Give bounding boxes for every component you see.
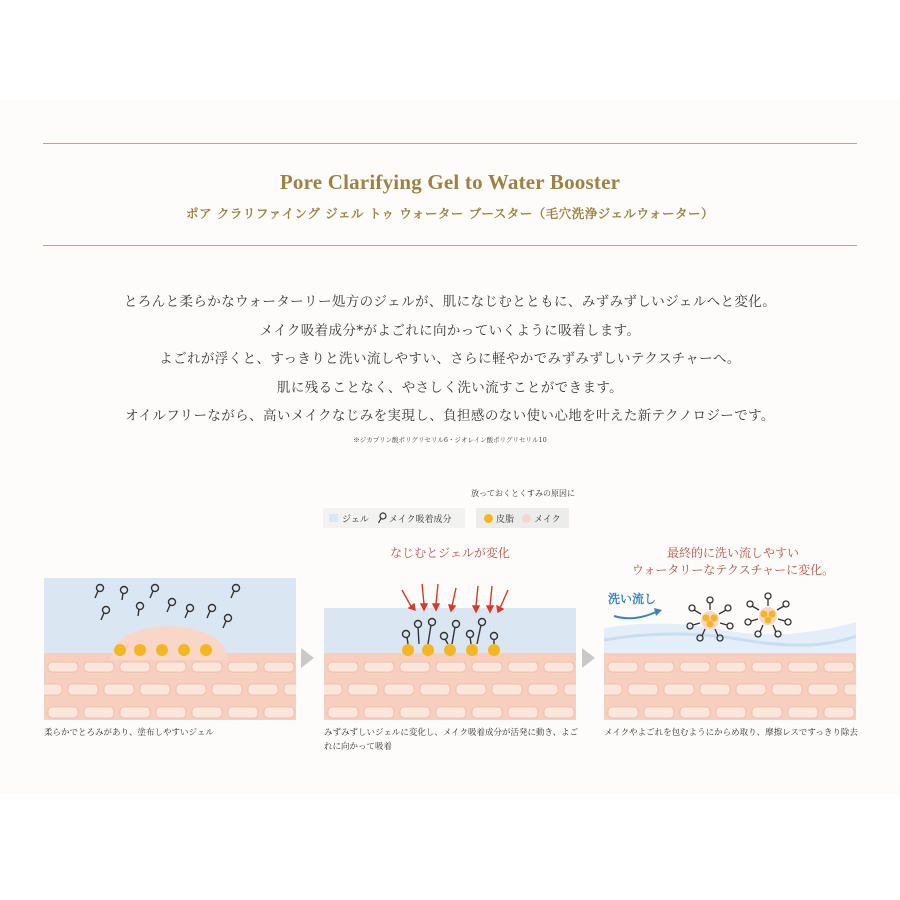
description-line: メイク吸着成分*がよごれに向かっていくように吸着します。: [259, 322, 641, 339]
step2-illustration: [324, 578, 576, 720]
description-line: オイルフリーながら、高いメイクなじみを実現し、負担感のない使い心地を叶えた新テクノロジーです。: [125, 408, 775, 424]
step3-heading: [603, 545, 863, 579]
product-subtitle: ポア クラリファイング ジェル トゥ ウォーター ブースター（毛穴洗浄ジェルウォーター）: [186, 206, 714, 221]
legend-caption: 放っておくとくすみの原因に: [471, 489, 575, 498]
legend-sebum: 皮脂: [496, 514, 515, 525]
absorb-molecule-icon: [377, 512, 387, 524]
legend-makeup: メイク: [534, 514, 561, 525]
description-line: 肌に残ることなく、やさしく洗い流すことができます。: [276, 379, 624, 396]
step-arrow: [301, 648, 314, 668]
product-title: Pore Clarifying Gel to Water Booster: [279, 170, 621, 194]
makeup-dot: [522, 514, 531, 523]
legend-left: [323, 508, 465, 528]
step2-caption: みずみずしいジェルに変化し、メイク吸着成分が活発に動き、よごれに向かって吸着: [324, 728, 579, 752]
gel-swatch: [329, 514, 338, 522]
wash-label: 洗い流し: [608, 592, 657, 606]
legend-right: [476, 508, 569, 528]
step1-caption: 柔らかでとろみがあり、塗布しやすいジェル: [44, 728, 214, 738]
description-line: よごれが浮くと、すっきりと洗い流しやすい、さらに軽やかでみずみずしいテクスチャーへ。: [159, 351, 741, 367]
step3-caption: メイクやよごれを包むようにからめ取り、摩擦レスですっきり除去: [604, 728, 858, 738]
footnote: ※ジカプリン酸ポリグリセリル6・ジオレイン酸ポリグリセリル10: [353, 436, 547, 444]
step-arrow: [582, 648, 595, 668]
description: [0, 288, 900, 431]
step3-heading-line2: ウォータリーなテクスチャーに変化。: [631, 563, 835, 577]
step3-heading-line1: 最終的に洗い流しやすい: [666, 546, 799, 560]
legend-makeup-absorb: メイク吸着成分: [388, 514, 452, 525]
step1-illustration: [44, 578, 296, 720]
sebum-dot: [484, 514, 493, 523]
top-divider: [43, 143, 857, 144]
legend-gel: ジェル: [342, 514, 369, 525]
step2-heading: なじむとジェルが変化: [390, 546, 510, 560]
description-line: とろんと柔らかなウォーターリー処方のジェルが、肌になじむとともに、みずみずしいジェルへと変化。: [123, 294, 777, 310]
bottom-divider: [43, 245, 857, 246]
